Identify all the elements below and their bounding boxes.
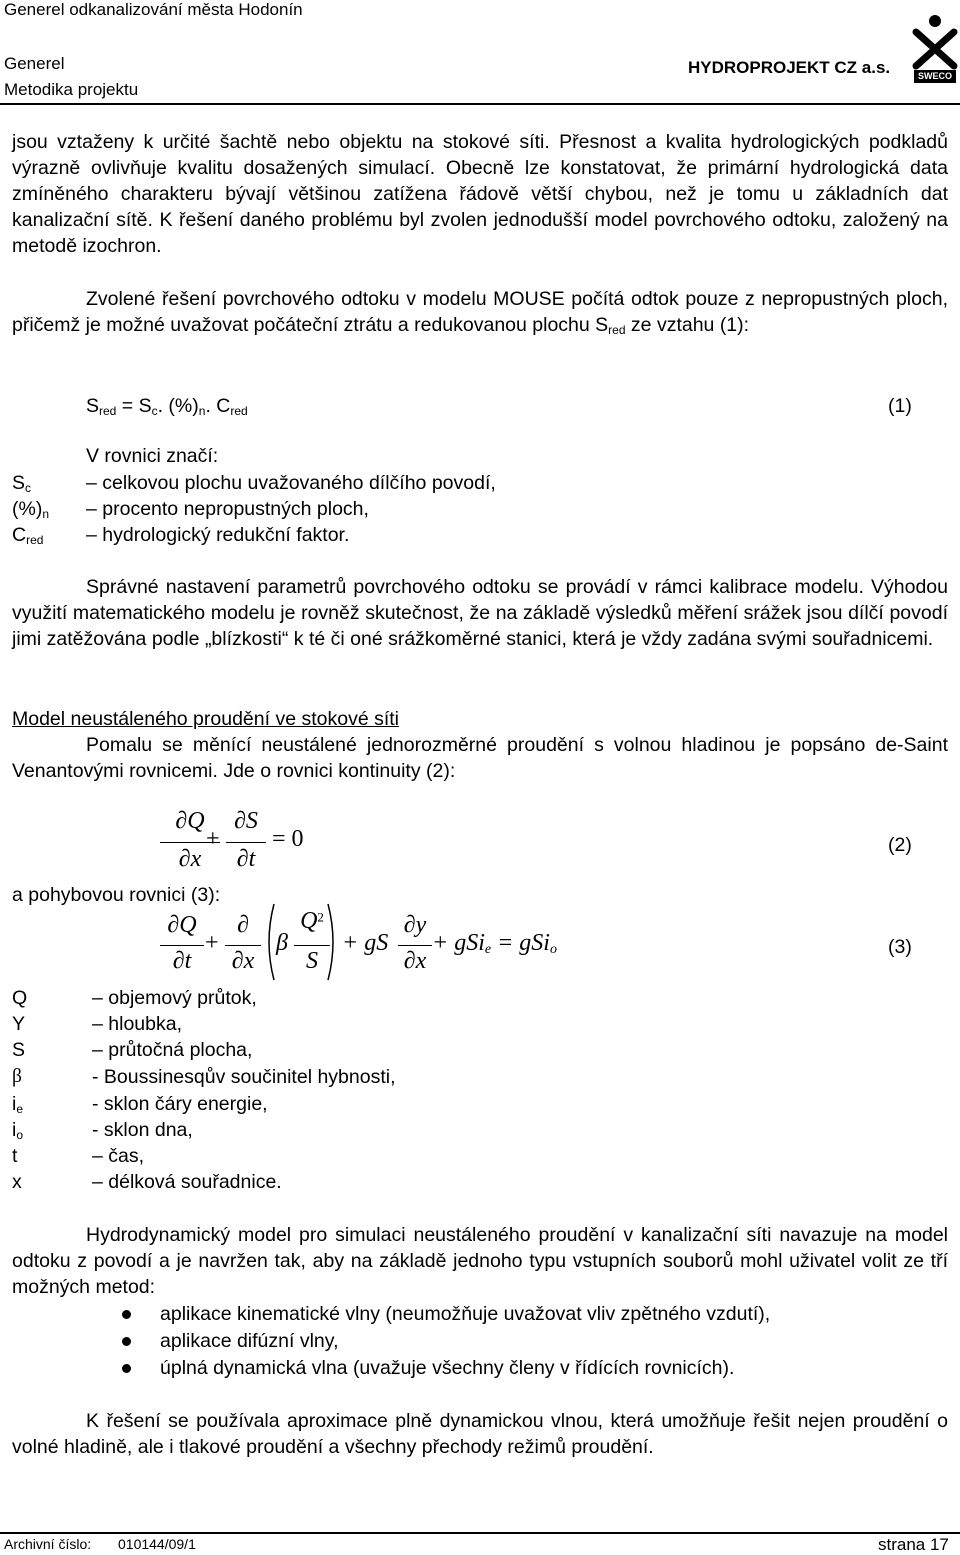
legend-symbol: x [12, 1171, 22, 1193]
legend-symbol: S [12, 1039, 26, 1061]
section-paragraph: Pomalu se měnící neustálené jednorozměrné proudění s volnou hladinou je popsáno de-Saint Venantovými rovnicemi. Jde o rovnici kontinuity (2): [12, 734, 948, 782]
equation-1: $S_{red} = S_c$. $(\%)_n$. $C_{red}$ [86, 395, 248, 418]
list-item: aplikace difúzní vlny, [160, 1330, 339, 1352]
legend-symbol-percent: $(\%)_n$ [12, 498, 50, 521]
legend-symbol: Y [12, 1013, 26, 1035]
bullet-icon [122, 1310, 131, 1319]
document-title: Generel odkanalizování města Hodonín [4, 0, 303, 19]
legend-desc: – hloubka, [92, 1013, 182, 1035]
legend-symbol-cred: $C_{red}$ [12, 524, 44, 547]
sweco-logo-text: SWECO [917, 71, 952, 81]
archive-label: Archivní číslo: [4, 1536, 92, 1552]
legend-desc: - Boussinesqův součinitel hybnosti, [92, 1066, 396, 1088]
hydrodynamic-paragraph: Hydrodynamický model pro simulaci neustáleného proudění v kanalizační síti navazuje na model odtoku z povodí a je navržen tak, aby na základě jednoho typu vstupních souborů mohl uživatel volit ze tří možných metod: [12, 1224, 948, 1298]
calibration-paragraph: Správné nastavení parametrů povrchového odtoku se provádí v rámci kalibrace modelu. Výhodou využití matematického modelu je rovněž skutečnost, že na základě výsledků měření srážek jsou dílčí povodí jimi zatěžována podle „blízkosti“ k té či oné srážkoměrné stanici, která je vždy zadána svými souřadnicemi. [12, 576, 948, 650]
intro-paragraph: jsou vztaženy k určité šachtě nebo objektu na stokové síti. Přesnost a kvalita hydrologických podkladů výrazně ovlivňuje kvalitu dosažených simulací. Obecně lze konstatovat, že primární hydrologická data zmíněného charakteru bývají většinou zatížena řádově větší chybou, než je tomu u základních dat kanalizační sítě. K řešení daného problému byl zvolen jednodušší model povrchového odtoku, založený na metodě izochron. [12, 131, 948, 257]
legend-symbol-sc: $S_c$ [12, 472, 32, 495]
list-item: aplikace kinematické vlny (neumožňuje uvažovat vliv zpětného vzdutí), [160, 1303, 771, 1325]
sweco-logo [912, 14, 958, 84]
bullet-icon [122, 1364, 131, 1373]
legend-symbol: t [12, 1145, 18, 1167]
equation-3-intro: a pohybovou rovnici (3): [12, 884, 221, 906]
model-paragraph: Zvolené řešení povrchového odtoku v modelu MOUSE počítá odtok pouze z nepropustných ploch, přičemž je možné uvažovat počáteční ztrátu a redukovanou plochu $S_{red}$ ze vztahu (1): [12, 288, 948, 337]
company-name: HYDROPROJEKT CZ a.s. [688, 58, 891, 77]
legend-symbol: $i_o$ [12, 1119, 24, 1142]
header-rule [0, 103, 960, 105]
footer-rule [0, 1532, 960, 1534]
legend-symbol: $i_e$ [12, 1093, 24, 1116]
equation-2-number: (2) [888, 834, 912, 856]
bullet-icon [122, 1337, 131, 1346]
legend-symbol: Q [12, 987, 28, 1009]
list-item: úplná dynamická vlna (uvažuje všechny členy v řídících rovnicích). [160, 1357, 735, 1379]
legend-intro: V rovnici značí: [86, 445, 219, 467]
legend-desc-sc: – celkovou plochu uvažovaného dílčího povodí, [86, 472, 496, 494]
legend-desc: - sklon dna, [92, 1119, 193, 1141]
header-subsection: Metodika projektu [4, 80, 139, 99]
legend-desc: – délková souřadnice. [92, 1171, 282, 1193]
legend-desc-percent: – procento nepropustných ploch, [86, 498, 369, 520]
page-number: strana 17 [878, 1535, 949, 1554]
closing-paragraph: K řešení se používala aproximace plně dynamickou vlnou, která umožňuje řešit nejen proudění o volné hladině, ale i tlakové proudění a všechny přechody režimů proudění. [12, 1410, 948, 1458]
legend-desc-cred: – hydrologický redukční faktor. [86, 524, 350, 546]
legend-symbol: β [12, 1066, 22, 1087]
header-section: Generel [4, 54, 65, 73]
legend-desc: – průtočná plocha, [92, 1039, 253, 1061]
section-heading: Model neustáleného proudění ve stokové síti [12, 708, 400, 730]
equation-1-number: (1) [888, 395, 912, 417]
archive-number: 010144/09/1 [118, 1536, 196, 1552]
legend-desc: – čas, [92, 1145, 145, 1167]
legend-desc: – objemový průtok, [92, 987, 257, 1009]
legend-desc: - sklon čáry energie, [92, 1093, 268, 1115]
equation-3-number: (3) [888, 936, 912, 958]
